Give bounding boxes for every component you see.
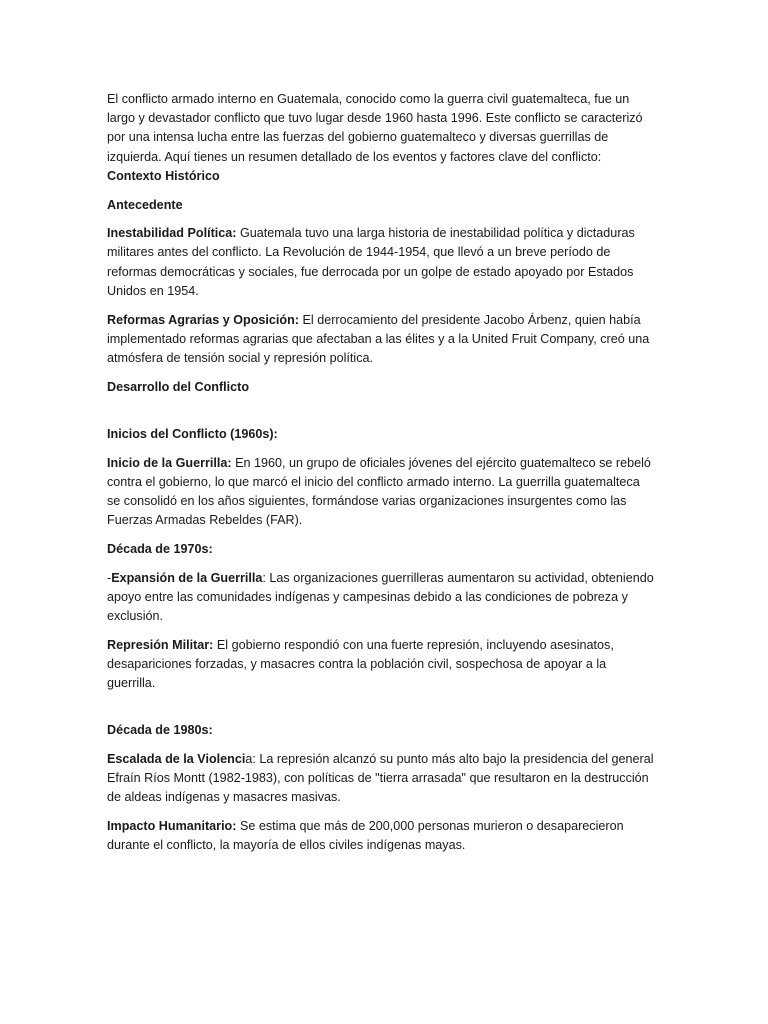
section-heading-inicios: Inicios del Conflicto (1960s): — [107, 426, 278, 441]
paragraph-label: Reformas Agrarias y Oposición: — [107, 312, 299, 327]
paragraph-text: El derrocamiento del presidente Jacobo Árbenz, quien había implementado reformas agrarias que afectaban a las élites y a la United Fruit Company, creó una atmósfera de tensión social y represión política. — [107, 312, 650, 365]
paragraph-represion — [107, 636, 655, 694]
paragraph-text: : Las organizaciones guerrilleras aumentaron su actividad, obteniendo apoyo entre las comunidades indígenas y campesinas debido a las condiciones de pobreza y exclusión. — [107, 570, 654, 623]
paragraph-prefix: - — [107, 570, 112, 585]
paragraph-reformas — [107, 311, 655, 369]
paragraph-label: Inestabilidad Política: — [107, 226, 237, 241]
paragraph-label: Inicio de la Guerrilla: — [107, 455, 232, 470]
paragraph-text: En 1960, un grupo de oficiales jóvenes del ejército guatemalteco se rebeló contra el gobierno, lo que marcó el inicio del conflicto armado interno. La guerrilla guatemalteca se consolidó en los años siguientes, formándose varias organizaciones insurgentes como las Fuerzas Armadas Rebeldes (FAR). — [107, 455, 651, 528]
paragraph-text: El gobierno respondió con una fuerte represión, incluyendo asesinatos, desapariciones forzadas, y masacres contra la población civil, sospechosa de apoyar a la guerrilla. — [107, 637, 614, 691]
section-heading-desarrollo: Desarrollo del Conflicto — [107, 379, 250, 394]
paragraph-text: Guatemala tuvo una larga historia de inestabilidad política y dictaduras militares antes del conflicto. La Revolución de 1944-1954, que llevó a un breve período de reformas democráticas y sociales, fue derrocada por un golpe de estado apoyado por Estados Unidos en 1954. — [107, 226, 635, 298]
section-heading-contexto: Contexto Histórico — [107, 168, 220, 183]
paragraph-label: Expansión de la Guerrilla — [111, 570, 263, 585]
paragraph-label: Escalada de la Violenci — [107, 751, 246, 766]
section-heading-1980s: Década de 1980s: — [107, 723, 213, 738]
document-body — [107, 90, 655, 865]
paragraph-expansion — [107, 569, 655, 627]
paragraph-inicio-guerrilla — [107, 454, 655, 531]
paragraph-text: Se estima que más de 200,000 personas murieron o desaparecieron durante el conflicto, la mayoría de ellos civiles indígenas mayas. — [107, 819, 624, 853]
intro-paragraph: El conflicto armado interno en Guatemala, conocido como la guerra civil guatemalteca, fue un largo y devastador conflicto que tuvo lugar desde 1960 hasta 1996. Este conflicto se caracterizó por una intensa lucha entre las fuerzas del gobierno guatemalteco y diversas guerrillas de izquierda. Aquí tienes un resumen detallado de los eventos y factores clave del conflicto: — [107, 92, 643, 164]
paragraph-text: a: La represión alcanzó su punto más alto bajo la presidencia del general Efraín Ríos Montt (1982-1983), con políticas de "tierra arrasada" que resultaron en la destrucción de aldeas indígenas y masacres masivas. — [107, 751, 654, 805]
paragraph-inestabilidad — [107, 224, 655, 301]
paragraph-label: Impacto Humanitario: — [107, 819, 237, 834]
paragraph-impacto — [107, 817, 655, 855]
section-subheading-antecedente: Antecedente — [107, 197, 183, 212]
paragraph-escalada — [107, 750, 655, 808]
section-heading-1970s: Década de 1970s: — [107, 541, 213, 556]
paragraph-label: Represión Militar: — [107, 637, 214, 652]
